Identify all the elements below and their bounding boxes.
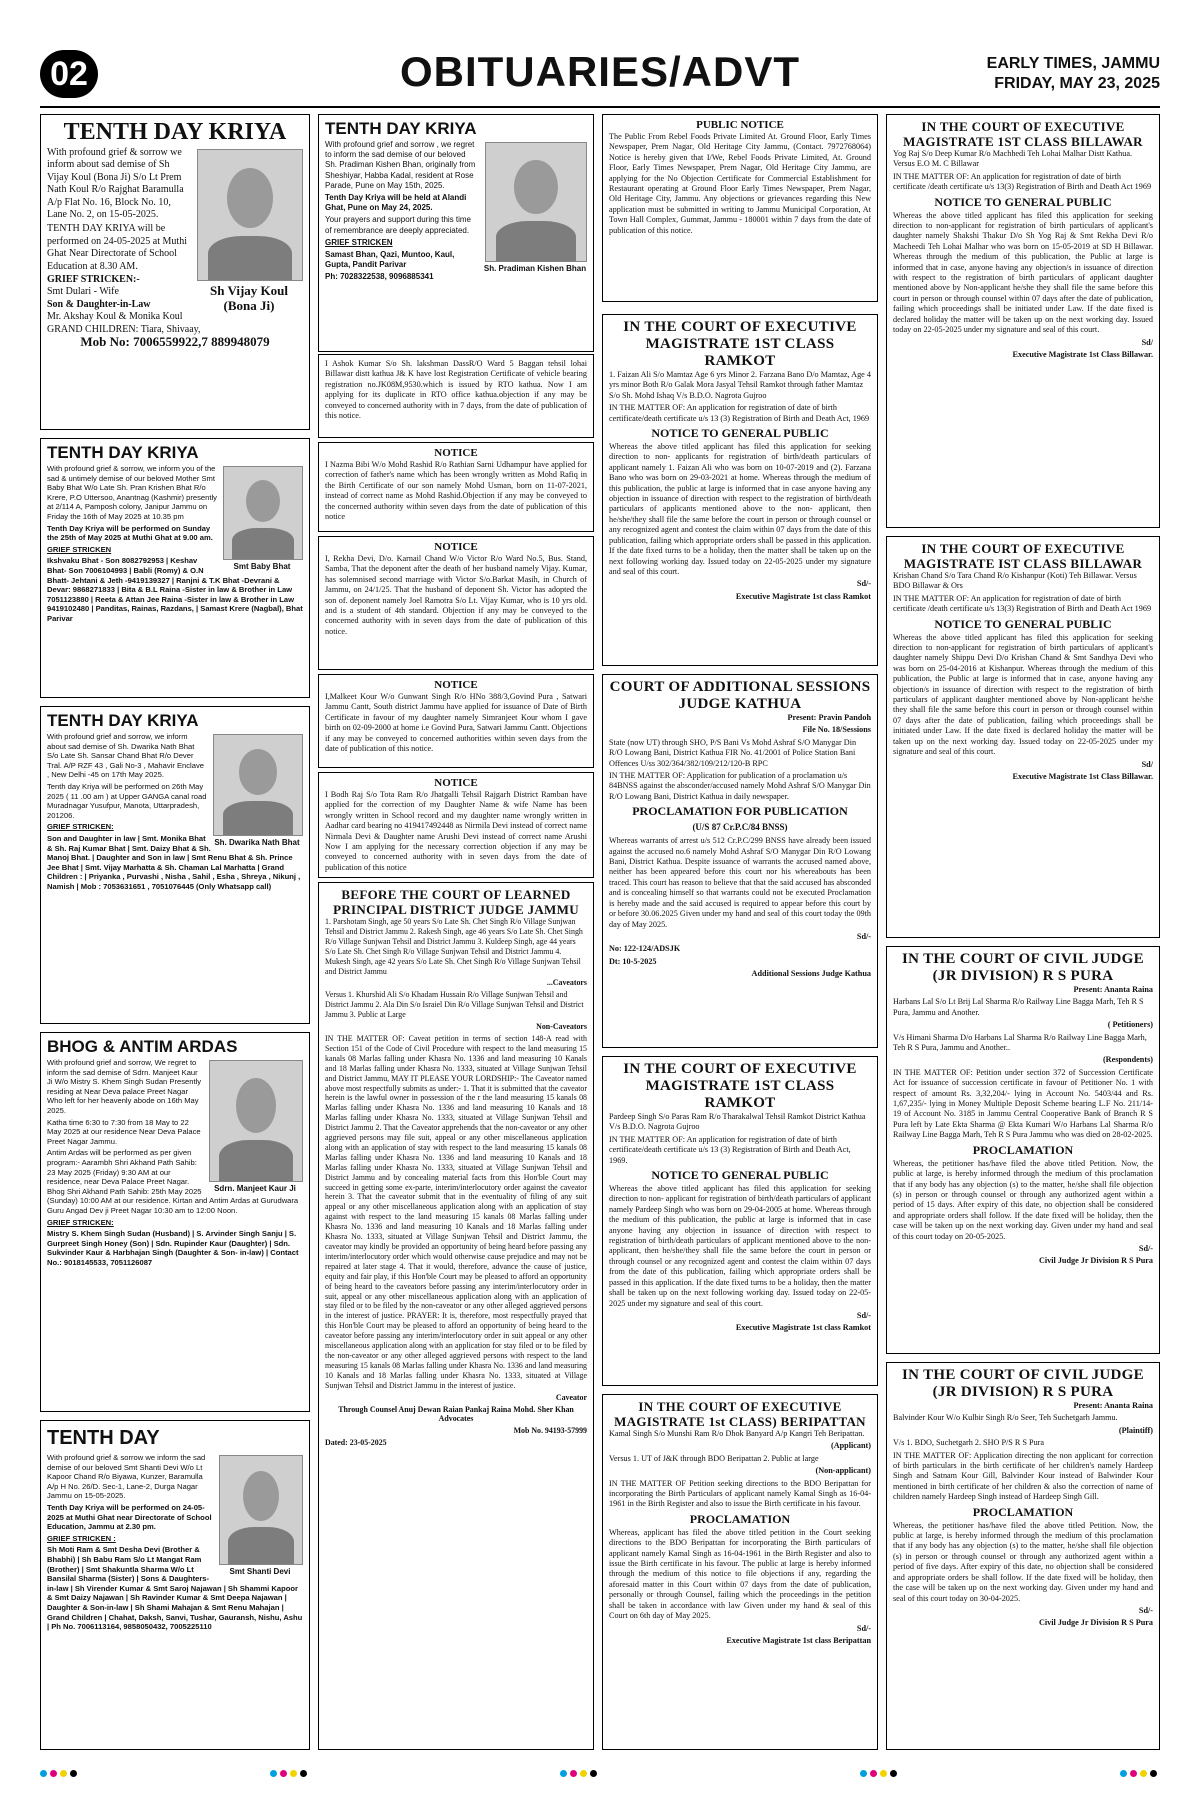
photo-caption: Sdrn. Manjeet Kaur Ji [214, 1184, 296, 1193]
registration-dot [880, 1770, 887, 1777]
signatory: Executive Magistrate 1st class Ramkot [735, 1323, 871, 1333]
ad-title: TENTH DAY [47, 1427, 160, 1449]
contact-number: Ph: 7028322538, 9096885341 [325, 272, 434, 282]
registration-dot [590, 1770, 597, 1777]
notice-title: PUBLIC NOTICE [696, 119, 784, 131]
grief-lines: Mistry S. Khem Singh Sudan (Husband) | S. Arvinder Singh Sanju | S. Gurpreet Singh Honey (Son) | Sdn. Rupinder Kaur (Daughter) | Sdn. Sukvinder Kaur & Harbhajan Singh (Daughter & Son- in-law) | Contact No.: 9018145533, 7051126087 [47, 1229, 299, 1267]
kriya-details: Tenth Day Kriya will be held at Alandi Ghat, Pune on May 24, 2025. [325, 193, 467, 213]
katha-details: Katha time 6:30 to 7:30 from 18 May to 22 May 2025 at our residence Near Deva Palace Preet Nagar Jammu. [47, 1117, 201, 1146]
matter: IN THE MATTER OF Petition seeking directions to the BDO Beripattan for incorporating the Birth Particulars of applicant namely Kamal Singh as 16-04-1961 in the Birth Register and also to issue the Birth certificate in his favour. [609, 1478, 871, 1509]
sub-title: PROCLAMATION [689, 1511, 791, 1526]
kriya-details: Tenth Day Kriya will be performed on Sunday the 25th of May 2025 at Muthi Ghat at 9.00 am. [47, 523, 213, 543]
versus-parties: V/s 1. BDO, Suchetgarh 2. SHO P/S R S Pura [893, 1438, 1045, 1448]
notice-body: Whereas the above titled applicant has filed this application for seeking direction to non-applicant for registration of birth particulars of applicant's daughter namely Shippu Devi D/o Krishan Chand & Smt Sandhya Devi who was born on 25-04-2016 at Kishanpur. Whereas through the medium of this publication, the Public at large is informed that in case, anyone having any objection/s in issuance of direction with respect to the registration of birth particulars of applicant daughter mentioned above by Non-applicant he/she they shall file the same before this court in person or through counsel within 07 days after the date of publication, failing which proceedings shall be initiated under Law. If the date fixed is declared holiday the matter will be taken up on the next working day. Issued today on 22-05-2025 under my signature and seal of this court. [893, 632, 1153, 757]
present: Present: Ananta Raina [1073, 985, 1153, 994]
ad-body: With profound grief and sorrow , we regret to inform the sad demise of our beloved Sh. Pradiman Kishen Bhan, originally from Sheshiyar, Habba Kadal, resident at Rose Parade, Pune on May 15th, 2025. [325, 140, 476, 190]
ad-body: With profound grief & sorrow we inform about sad demise of Sh Vijay Koul (Bona Ji) S/o Lt Prem Nath Koul R/o Rajghat Baramulla A/p Flat No. 16, Block No. 10, Lane No. 2, on 15-05-2025. [47, 147, 184, 221]
signatory: Executive Magistrate 1st Class Billawar. [1012, 771, 1153, 781]
matter: IN THE MATTER OF: Application directing the non applicant for correction of birth particulars in the birth certificate of her children's namely Hardeep Singh and Satnam Kour Gill, Balvinder Kour instead of Balwinder Kour mentioned in birth certificate of her children & also the correction of name of children namely Hardeep Singh instead of Hardeep Singh Gill. [893, 1450, 1153, 1502]
court-rs-pura-1 [886, 946, 1160, 1354]
notice-ashok-kumar [318, 354, 594, 438]
court-additional-sessions-kathua [602, 674, 878, 1048]
parties: Kamal Singh S/o Munshi Ram R/o Dhok Banyard A/p Kangri Teh Beripattan. [609, 1429, 865, 1438]
bhog-antim-ardas [40, 1032, 310, 1412]
applicant-label: (Applicant) [830, 1441, 871, 1451]
sub-title: PROCLAMATION FOR PUBLICATION [632, 804, 848, 819]
counsel: Through Counsel Anuj Dewan Raian Pankaj Raina Mohd. Sher Khan Advocates [338, 1404, 574, 1424]
court-rs-pura-2 [886, 1362, 1160, 1750]
registration-dot [870, 1770, 877, 1777]
prayer-text: Your prayers and support during this time of remembrance are deeply appreciated. [325, 215, 472, 235]
registration-dot [570, 1770, 577, 1777]
sd: Sd/- [1138, 1605, 1153, 1615]
sub-title-2: (U/S 87 Cr.P.C/84 BNSS) [692, 822, 788, 833]
parties: Harbans Lal S/o Lt Brij Lal Sharma R/o Railway Line Bagga Marh, Teh R S Pura, Jammu and Another. [893, 997, 1144, 1017]
portrait-photo [485, 142, 587, 262]
ad-body: With profound grief & sorrow we inform the sad demise of our beloved Smt Shanti Devi W/o Lt Kapoor Chand R/o Biyawa, Kunzer, Baramulla A/p H No. 26/D. Sec-1, Lane-2, Durga Nagar Jammu on 15-05-2025. [47, 1453, 206, 1501]
sub-title: NOTICE TO GENERAL PUBLIC [934, 616, 1112, 631]
kriya-details: Tenth day Kriya will be performed on 26th May 2025 ( 11 .00 am ) at Upper GANGA canal road Muradnagar Yusufpur, Manota, Uttarpradesh, 201206. [47, 781, 207, 820]
matter: IN THE MATTER OF: Application for publication of a proclamation u/s 84BNSS against the absconder/accused namely Mohd Ashraf S/O Manygar Din R/O Lowang Bani, District Kathua in daily newspaper. [609, 771, 871, 801]
parties: 1. Parshotam Singh, age 50 years S/o Late Sh. Chet Singh R/o Village Sunjwan Tehsil and District Jammu 2. Rakesh Singh, age 46 years S/o Late Sh. Chet Singh R/o Village Sunjwan Tehsil and District Jammu 3. Kuldeep Singh, age 44 years S/o Late Sh. Chet Singh R/o Village Sunjwan Tehsil and District Jammu 4. Mukesh Singh, age 42 years S/o Late Sh. Chet Singh R/o Village Sunjwan Tehsil and District Jammu [325, 917, 583, 976]
registration-dot [40, 1770, 47, 1777]
order-date: Dt: 10-5-2025 [609, 956, 657, 966]
court-title: IN THE COURT OF EXECUTIVE MAGISTRATE 1ST CLASS BILLAWAR [903, 119, 1143, 149]
ad-title: TENTH DAY KRIYA [47, 711, 199, 730]
grief-line: Samast Bhan, Qazi, Muntoo, Kaul, Gupta, Pandit Parivar [325, 250, 455, 270]
sd: Sd/ [1141, 759, 1153, 769]
registration-dot [300, 1770, 307, 1777]
notice-body: I, Rekha Devi, D/o. Karnail Chand W/o Victor R/o Ward No.5, Bus. Stand, Samba, That the deponent after the death of her husband namely Vijay. Kumar, has solemnised second marriage with Victor S/o.Barkat Masih, in Church of Jammu, on 24/1/25. That the husband of deponent Sh. Victor has adopted the son of. deponent namely Joel Ramotra S/o Lt. Vijay Kumar, who is 10 yrs old. and is a student of 4th standard. Objection if any may be conveyed to the concerned authority with in seven days from the date of publication of this notice. [325, 554, 587, 636]
grief-line: Smt Dulari - Wife [47, 286, 119, 298]
section-title: OBITUARIES/ADVT [399, 48, 800, 95]
matter: IN THE MATTER OF: Petition under section 372 of Succession Certificate Act for issuance of succession certificate in favour of Petitioner No. 1 with respect of amount Rs. 3,32,204/- lying in Account No. 5403/44 and Rs. 1,67,235/- lying in Money Multiple Deposit Scheme bearing L.F No. 211/14-19 of Account No. 3185 in Jammu Central Cooperative Bank of Branch R S Pura left by Late Ekta Sharma @ Ekta Kumari W/o Harbans Lal Sharma R/o Railway Line Bagga Marh, Teh R S Pura Jammu who was died on 28-02-2025. [893, 1067, 1153, 1140]
registration-dot [50, 1770, 57, 1777]
ad-title: TENTH DAY KRIYA [47, 443, 199, 462]
sub-title: NOTICE TO GENERAL PUBLIC [651, 1168, 829, 1183]
grief-line: GRAND CHILDREN: Tiara, Shivaay, [47, 323, 201, 335]
ad-title: TENTH DAY KRIYA [325, 119, 477, 138]
present: Present: Ananta Raina [1073, 1401, 1153, 1410]
ad-title: BHOG & ANTIM ARDAS [47, 1037, 238, 1056]
parties: Pardeep Singh S/o Paras Ram R/o Tharakalwal Tehsil Ramkot District Kathua V/s B.D.O. Nagrota Gujroo [609, 1112, 866, 1132]
grief-line: Mr. Akshay Koul & Monika Koul [47, 311, 183, 323]
photo-caption: Smt Baby Bhat [233, 562, 291, 571]
registration-dot [1140, 1770, 1147, 1777]
notice-malkeet-kour [318, 674, 594, 768]
notice-body: I Ashok Kumar S/o Sh. lakshman DassR/O Ward 5 Baggan tehsil lohai Billawar distt kathua J& K have lost Registration Certificate of vehicle bearing registration no.JK08M,9530.which is issued by RTO kathua. Now I am applying for its duplicate in RTO office kathua.objection if any may be conveyed to concerned authority with in 7 days, from the date of publication of this notice. [325, 359, 587, 421]
signatory: Civil Judge Jr Division R S Pura [1038, 1618, 1153, 1628]
court-title: BEFORE THE COURT OF LEARNED PRINCIPAL DISTRICT JUDGE JAMMU [333, 887, 579, 917]
versus-parties: Versus 1. Khurshid Ali S/o Khadam Hussain R/o Village Sunjwan Tehsil and District Jammu 2. Ala Din S/o Israiel Din R/o Village Sunjwan Tehsil and District Jammu 3. Public at Large [325, 990, 584, 1020]
sd: Sd/- [856, 579, 871, 589]
registration-dot [1120, 1770, 1127, 1777]
notice-body: Whereas, the petitioner has/have filed the above titled Petition. Now, the public at large, is hereby informed through the medium of this proclamation that if any body has any objection (s) to the matter, he/she shall file objection (s) in person or through counsel or through any authorized agent within a period of 15 days. After expiry of this date, no objection shall be considered and appropriate orders shall follow. If the date fixed will be holiday, then the case will be taken up on the next working day. Given under my hand and seal of this court today on 20-05-2025. [893, 1158, 1153, 1241]
signatory: Executive Magistrate 1st Class Billawar. [1012, 349, 1153, 359]
court-title: IN THE COURT OF CIVIL JUDGE (JR DIVISION) R S PURA [902, 951, 1144, 984]
grief-line: Son & Daughter-in-Law [47, 298, 151, 310]
photo-caption: Sh Vijay Koul (Bona Ji) [209, 283, 289, 313]
sub-title: PROCLAMATION [972, 1504, 1074, 1519]
ad-title: TENTH DAY KRIYA [63, 119, 287, 145]
grief-label: GRIEF STRICKEN : [47, 1533, 116, 1543]
grief-label: GRIEF STRICKEN: [47, 822, 114, 832]
obituary-dwarika-nath-bhat [40, 706, 310, 1024]
parties: Yog Raj S/o Deep Kumar R/o Machhedi Teh Lohai Malhar Distt Kathua. Versus E.O M. C Billawar [893, 149, 1133, 169]
court-title: IN THE COURT OF EXECUTIVE MAGISTRATE 1ST CLASS RAMKOT [623, 319, 857, 369]
paper-name: EARLY TIMES, JAMMU [986, 55, 1160, 72]
versus-parties: V/s Himani Sharma D/o Harbans Lal Sharma R/o Railway Line Bagga Marh, Teh R S Pura, Jammu and Another.. [893, 1032, 1147, 1053]
sub-title: NOTICE TO GENERAL PUBLIC [651, 426, 829, 441]
matter-body: IN THE MATTER OF: Caveat petition in terms of section 148-A read with Section 151 of the Code of Civil Procedure with respect to the land measuring 15 kanals 08 Marlas falling under Khasra No. 1336 and land measuring 10 Kanals and 18 Marlas falling under Khasra No. 1333, situated at Village Sunjwan Tehsil and District Jammu, MAY IT PLEASE YOUR LORDSHIP:- The Caveator named above most respectfully submits as under:- 1. That it is submitted that the caveator herein is the lawful owner in possession of the r the land measuring 15 kanals 08 Marlas falling under Khasra No. 1336 and land measuring 10 Kanals and 18 Marlas falling under Khasra No. 1333, situated at Village Sunjwan Tehsil and District Jammu 2. That the Caveator apprehends that the non-caveator or any other aggrieved persons may file suit, appeal or any other miscellaneous application along with an application of stay with respect to the land measuring 15 kanals 08 Marlas falling under Khasra No. 1336 and land measuring 10 Kanals and 18 Marlas falling under Khasra No. 1333, situated at Village Sunjwan Tehsil and District Jammu and by concealing material facts from this Hon'ble Court may succeed in getting some ex-parte, interim/interlocutory order against the caveator herein 3. That the caveator submit that in the eventuality of filing of any suit appeal or any other miscellaneous application along with an application of stay against with respect to the land measuring 15 kanals 08 Marlas falling under Khasra No. 1336 and land measuring 10 Kanals and 18 Marlas falling under Khasra No. 1333, situated at Village Sunjwan Tehsil and District Jammu, the caveator may kindly be provided an opportunity of being heard before passing any interim/interlocutory order which would otherwise cause prejudice and may not be repaired at later stage 4. That it would, therefore, advance the cause of justice, equity and fair play, if this Hon'ble Court may be pleased to afford an opportunity of being heard to the caveators before passing any interim/interlocutory order in suit, appeal or any other miscellaneous application along with an application of stay filed or to be filed by the non-caveator or any other alleged aggrieved persons in the interest of justice. PRAYER: It is, therefore, most respectfully prayed that this Hon'ble Court may be pleased to afford an opportunity of being heard to the caveator before passing any interim/interlocutory order in suit appeal or any other miscellaneous application along with an application for stay filed or to be filed by the non-caveator or any other alleged aggrieved persons with respect to the land measuring 15 kanals 08 Marlas falling under Khasra No. 1336 and land measuring 10 Kanals and 18 Marlas falling under Khasra No. 1333, situated at Village Sunjwan Tehsil and District Jammu in the interest of justice. [325, 1033, 587, 1390]
caveators-label: ...Caveators [546, 978, 587, 988]
notice-body: I Bodh Raj S/o Tota Ram R/o Jhatgalli Tehsil Rajgarh District Ramban have applied for the correction of my Daughter Name & wife Name has been wrongly written in School record and my daughter name wrongly written in Aadhar card bearing no 419417492448 as Nirmila Devi instead of correct name Nirmala Devi & Daughter name Arushi Devi instead of correct name Arushi Now I am applying for the necessary correction objection if any may be conveyed to concerned authority with in seven days from the date of publication of this notice [325, 790, 587, 872]
notice-body: Whereas the above titled applicant has filed this application for seeking direction to non-applicant for registration of birth particulars of applicant's daughter namely Shakshi Thakur D/o Sh Yog Raj & Smt Rekha Devi R/o Macheedi Teh Lohai Malhar who was born on 15-05-2019 at SD H Billawar. Whereas through the medium of this publication, the Public at large is informed that in case, anyone having any objection/s in issuance of direction with respect to the registration of birth particulars of applicant daughter mentioned above by Non-applicant he/she they shall file the same before this court in person or through counsel within 07 days after the date of publication, failing which proceedings shall be initiated under Law. If the date fixed is declared holiday the matter will be taken up on the next working day. Issued today on 22-05-2025 under my signature and seal of this court. [893, 210, 1153, 335]
masthead [40, 48, 1160, 108]
grief-lines: Sh Moti Ram & Smt Desha Devi (Brother & Bhabhi) | Sh Babu Ram S/o Lt Mangat Ram (Brother) | Smt Shakuntla Sharma W/o Lt Bansilal Sharma (Sister) | Sons & Daughters-in-law | Sh Virender Kumar & Smt Saroj Najawan | Sh Shammi Kapoor & Smt Daizy Najawan | Sh Ravinder Kumar & Smt Deepa Najawan | Daughter & Son-in-law | Sh Shami Mahajan & Smt Renu Mahajan | Grand Children | Chahat, Daksh, Sanvi, Tushar, Gauransh, Nishu, Ashu | Ph No. 7006113164, 9858050432, 7005225110 [47, 1545, 303, 1632]
obituary-shanti-devi [40, 1420, 310, 1750]
grief-label: GRIEF STRICKEN [325, 237, 393, 247]
court-billawar-2 [886, 536, 1160, 938]
versus-parties: Versus 1. UT of J&K through BDO Beripattan 2. Public at large [609, 1453, 819, 1463]
non-caveators-label: Non-Caveators [536, 1022, 587, 1032]
portrait-photo [209, 1060, 303, 1182]
kriya-details: TENTH DAY KRIYA will be performed on 24-05-2025 at Muthi Ghat Near Directorate of School Education at 8.30 AM. [47, 223, 187, 272]
court-title: IN THE COURT OF EXECUTIVE MAGISTRATE 1st CLASS) BERIPATTAN [614, 1399, 866, 1429]
dated: Dated: 23-05-2025 [325, 1438, 387, 1448]
notice-body: I Nazma Bibi W/o Mohd Rashid R/o Rathian Sarni Udhampur have applied for correction of father's name which has been wrongly written as Mohd Rafiq in the Birth Certificate of our son namely Mohd Usman, born on 11-07-2021, instead of correct name as Mohd Rashid.Objection if any may be conveyed to the concerned authority within seven days from the date of publication of this notice [325, 460, 587, 522]
court-title: IN THE COURT OF EXECUTIVE MAGISTRATE 1ST CLASS RAMKOT [623, 1061, 857, 1111]
signatory: Additional Sessions Judge Kathua [751, 969, 871, 979]
sd: Sd/ [1141, 337, 1153, 347]
matter: IN THE MATTER OF: An application for registration of date of birth certificate /death certificate u/s 13(3) Registration of Birth and Death Act 1969 [893, 171, 1152, 192]
photo-caption: Sh. Pradiman Kishen Bhan [483, 264, 587, 273]
parties: 1. Faizan Ali S/o Mamtaz Age 6 yrs Minor 2. Farzana Bano D/o Mamtaz, Age 4 yrs minor Both R/o Galak Mora Jasyal Tehsil Ramkot through father Mamtaz S/o Sh. Mohd Ishaq V/s B.D.O. Nagrota Gujroo [609, 370, 871, 400]
registration-dot [60, 1770, 67, 1777]
notice-title: NOTICE [434, 541, 478, 553]
signatory: Executive Magistrate 1st class Beripattan [726, 1635, 871, 1645]
notice-nazma-bibi [318, 442, 594, 532]
ad-body: With profound grief & sorrow, we inform you of the sad & untimely demise of our beloved Mother Smt Baby Bhat W/o Late Sh. Pran Krishen Bhat R/o Krere, P.O Uttersoo, Anantnag (Kashmir) presently at 2/114 A, Pamposh colony, Janipur Jammu on Friday the 16th of May 2025 at 10.35 pm [47, 464, 217, 521]
grief-lines: Ikshvaku Bhat - Son 8082792953 | Keshav Bhat- Son 7006104993 | Babli (Romy) & O.N Bhatt- Jehtani & Jeth -9419139327 | Ranjni & T.K Bhat -Devrani & Devar: 9868271833 | Bita & B.L Raina -Sister in law & Brother in Law 7051123880 | Reeta & Attan Jee Raina -Sister in law & Brother in Law 9419102480 | Panditas, Rainas, Razdans, | Samast Krere (Nagbal), Bhat Parivar [47, 556, 303, 623]
notice-rekha-devi [318, 536, 594, 670]
photo-caption: Smt Shanti Devi [229, 1567, 291, 1576]
ad-body: With profound grief and sorrow, We regret to inform the sad demise of Sdrn. Manjeet Kaur Ji W/o Mistry S. Khem Singh Sudan Presently residing at Near Deva palace Preet Nagar Who left for her heavenly abode on 16th May 2025. [47, 1058, 202, 1115]
registration-dot [1130, 1770, 1137, 1777]
court-title: COURT OF ADDITIONAL SESSIONS JUDGE KATHUA [609, 679, 871, 712]
photo-caption: Sh. Dwarika Nath Bhat [214, 838, 300, 847]
page-number: 02 [40, 50, 98, 98]
signatory: Executive Magistrate 1st class Ramkot [735, 591, 871, 601]
grief-label: GRIEF STRICKEN: [47, 1217, 114, 1227]
court-ramkot-2 [602, 1056, 878, 1386]
notice-body: Whereas, applicant has filed the above titled petition in the Court seeking directions to the BDO Beripattan for incorporating the Birth particulars of applicant namely Kamal Singh as 16-04-1961 in the Birth Register and also to issue the Birth certificate in his favour. The public at large is hereby informed through the medium of this notice to file objections if any, regarding the aforesaid matter in this Court within 07 days from the date of publication, personally or through Counsel, failing which the proceedings in the petition shall be taken in accordance with law Given under my hand & seal of this Court on 6th day of May 2025. [609, 1527, 871, 1621]
sd: Sd/- [856, 1623, 871, 1633]
order-no: No: 122-124/ADSJK [609, 944, 681, 954]
notice-title: NOTICE [434, 679, 478, 691]
issue-date: FRIDAY, MAY 23, 2025 [994, 75, 1160, 92]
parties: Balvinder Kour W/o Kulbir Singh R/o Seer, Teh Suchetgarh Jammu. [893, 1413, 1118, 1423]
file-no: File No. 18/Sessions [802, 725, 871, 735]
non-applicant-label: (Non-applicant) [815, 1466, 871, 1476]
kriya-details: Tenth Day Kriya will be performed on 24-05-2025 at Muthi Ghat near Directorate of School Education, Jammu at 2.30 pm. [47, 1502, 212, 1532]
print-registration-marks [40, 1770, 1160, 1780]
notice-title: NOTICE [434, 447, 478, 459]
sub-title: PROCLAMATION [972, 1142, 1074, 1157]
notice-body: Whereas, the petitioner has/have filed the above titled Petition. Now, the public at large, is hereby informed through the medium of this proclamation that if any body has any objection (s) to the matter, he/she shall file objection (s) in person or through counsel or through any authorized agent within a period of five days. After expiry of this date, no objection shall be considered and appropriate orders be shall follow. If the date fixed will be holiday, then the case will be taken up on the next working day. Given under my hand and seal of this court today on 30-04-2025. [893, 1520, 1153, 1603]
contact-number: Mob No: 7006559922,7 889948079 [80, 334, 270, 350]
portrait-photo [223, 466, 303, 560]
court-title: IN THE COURT OF EXECUTIVE MAGISTRATE IST CLASS BILLAWAR [903, 541, 1143, 571]
court-title: IN THE COURT OF CIVIL JUDGE (JR DIVISION) R S PURA [902, 1367, 1144, 1400]
obituary-pradiman-bhan [318, 114, 594, 352]
matter: IN THE MATTER OF: An application for registration of date of birth certificate/death certificate u/s 13 (3) Registration of Birth and Death Act, 1969. [609, 1134, 851, 1165]
obituary-baby-bhat [40, 438, 310, 698]
registration-dot [290, 1770, 297, 1777]
notice-bodh-raj [318, 772, 594, 878]
caveator-sign: Caveator [555, 1392, 587, 1402]
notice-title: NOTICE [434, 777, 478, 789]
sd: Sd/- [1138, 1243, 1153, 1253]
grief-lines: Son and Daughter in law | Smt. Monika Bhat & Sh. Raj Kumar Bhat | Smt. Daizy Bhat & Sh. Manoj Bhat. | Daughter and Son in law | Smt Renu Bhat & Sh. Prince Jee Bhat | Smt. Vijay Marhatta & Sh. Chaman Lal Marhatta | Grand Children : | Priyanka , Purvashi , Nisha , Sahil , Esha , Shreya , Nikunj , Namish | Mob : 7053631651 , 7051076445 (Only Whatsapp call) [47, 833, 301, 891]
registration-dot [860, 1770, 867, 1777]
notice-body: Whereas warrants of arrest u/s 512 Cr.P.C/299 BNSS have already been issued against the accused no.6 namely Mohd Ashraf S/O Manygar Din R/O Lowang Bani, District Kathua. Despite issuance of warrants the accused named above, neither has been appeared before this court nor his whereabouts has been traced. This court has reason to believe that that the said accused has absconded and is concealing himself so that warrants could not be executed Proclamation is hereby made and the said accused is required to appear before this court by or before 30.06.2025 Given under my hand and seal of this court today the 09th day of May 2025. [609, 836, 871, 929]
ad-body: With profound grief and sorrow, we inform about sad demise of Sh. Dwarika Nath Bhat S/o Late Sh. Sansar Chand Bhat R/o Dever Tral. A/P RZF 43 , Gali No-3 , Mahavir Enclave , New Delhi -45 on 17th May 2025. [47, 732, 204, 780]
sub-title: NOTICE TO GENERAL PUBLIC [934, 194, 1112, 209]
masthead-info [987, 54, 1160, 94]
antim-ardas-details: Antim Ardas will be performed as per given program:- Aarambh Shri Akhand Path Sahib: 23 May 2025 (Friday) 9:30 AM at our residence, near Deva Palace Preet Nagar. Bhog Shri Akhand Path Sahib: 25th May 2025 (Sunday) 10:00 AM at our residence. Kirtan and Antim Ardas at Gurudwara Guru Angad Dev ji Preet Nagar 10:30 am to 12:00 Noon. [47, 1148, 299, 1215]
matter: IN THE MATTER OF: An application for registration of date of birth certificate /death certificate u/s 13(3) Registration of Birth and Death Act 1969 [893, 593, 1152, 614]
obituary-vijay-koul [40, 114, 310, 430]
respondents-label: (Respondents) [1102, 1055, 1153, 1065]
portrait-photo [213, 734, 303, 836]
signatory: Civil Judge Jr Division R S Pura [1038, 1256, 1153, 1266]
court-ramkot-1 [602, 314, 878, 666]
notice-body: Whereas the above titled applicant has filed this application for seeking direction to non- applicants for registration of birth/death particulars of applicant namely 1. Faizan Ali who was born on 10-07-2019 and (2). Farzana Bano who was born on 29-03-2021 at home. Whereas through the medium of this publication, the public at large is informed that in case anyone having any objection in issuance of direction with respect to the registration of birth/death particulars of applicants mentioned above to the non- applicant, then he/she/they shall file the same before the court in person or through counsel or any recognized agent and contest the claim within 07 days from the date of this publication, failing which appropriate orders shall be passed in this application. If the date fixed turns to be a holiday, then the matter shall be taken up on the next following working day. Issued today on 22-05-2025 under my signature and seal of this court. [609, 442, 871, 576]
notice-body: The Public From Rebel Foods Private Limited At. Ground Floor, Early Times Newspaper, Prem Nagar, Old Heritage City Jammu, (Contact. 7972768064) Notice is hereby given that I/We, Rebel Foods Private Limited, At. Ground Floor, Early Times Newspaper, Prem Nagar, Old Heritage City Jammu, are applying for the No Objection Certificate for Commercial Establishment for Restaurant operating at Ground Floor Early Times Newspaper, Prem Nagar, Old Heritage City, Jammu. Any objections or grievances regarding this New application must be submitted in writing to Jammu Municipal Corporation, At Town Hall Complex, Gummat, Jammu - 180001 within 7 days from the date of publication of this notice. [609, 132, 871, 235]
grief-label: GRIEF STRICKEN [47, 544, 112, 554]
court-billawar-1 [886, 114, 1160, 528]
sd: Sd/- [856, 1310, 871, 1320]
matter: IN THE MATTER OF: An application for registration of date of birth certificate/death certificate u/s 13 (3) Registration of Birth and Death Act, 1969 [609, 403, 870, 423]
registration-dot [270, 1770, 277, 1777]
court-beripattan [602, 1394, 878, 1750]
portrait-photo [197, 149, 303, 281]
plaintiff-label: (Plaintiff) [1118, 1425, 1153, 1435]
registration-dot [280, 1770, 287, 1777]
counsel-mob: Mob No. 94193-57999 [513, 1426, 587, 1436]
registration-dot [560, 1770, 567, 1777]
registration-dot [890, 1770, 897, 1777]
registration-dot [1150, 1770, 1157, 1777]
parties: Krishan Chand S/o Tara Chand R/o Kishanpur (Koti) Teh Billawar. Versus BDO Billawar & Ors [893, 571, 1137, 591]
notice-body: I,Malkeet Kour W/o Gunwant Singh R/o HNo 388/3,Govind Pura , Satwari Jammu Cantt, South district Jammu have applied for issuance of Date of Birth Certificate in favour of my daughter namely Simranjeet Kour whom I gave birth on 02-09-2000 at home i.e Govind Pura, Satwari Jammu Cantt. Objections if any may be conveyed to concerned authorities within seven days from the date of publication of this notice. [325, 692, 587, 754]
registration-dot [580, 1770, 587, 1777]
grief-label: GRIEF STRICKEN:- [47, 274, 140, 286]
public-notice-rebel-foods [602, 114, 878, 302]
sd: Sd/- [856, 931, 871, 941]
present: Present: Pravin Pandoh [787, 713, 871, 722]
petitioners-label: ( Petitioners) [1107, 1020, 1153, 1030]
court-principal-district-judge [318, 882, 594, 1750]
registration-dot [70, 1770, 77, 1777]
notice-body: Whereas the above titled applicant has filed this application for seeking direction to non- applicant for registration of birth/death particulars of applicant namely Pardeep Singh who was born on 29-04-2005 at home. Whereas through the medium of this publication, the public at large is informed that in case anyone having any objection in issuance of direction with respect to registration of birth/death particulars of applicant mentioned above to the non- applicant, then he/she/they shall file the same before the court in person or through counsel or any recognized agent and contest the claim within 07 days from the date of this publication, failing which appropriate orders shall be passed in this application. If the date fixed turns to be a holiday, then the matter shall be taken up on the next following working day. Issued today on 22-05-2025 under my signature and seal of this court. [609, 1184, 871, 1308]
parties: State (now UT) through SHO, P/S Bani Vs Mohd Ashraf S/O Manygar Din R/O Lowang Bani, District Kathua FIR No. 41/2001 of Police Station Bani Offences U/ss 302/364/382/109/212/120-B RPC [609, 737, 857, 768]
portrait-photo [219, 1455, 303, 1565]
